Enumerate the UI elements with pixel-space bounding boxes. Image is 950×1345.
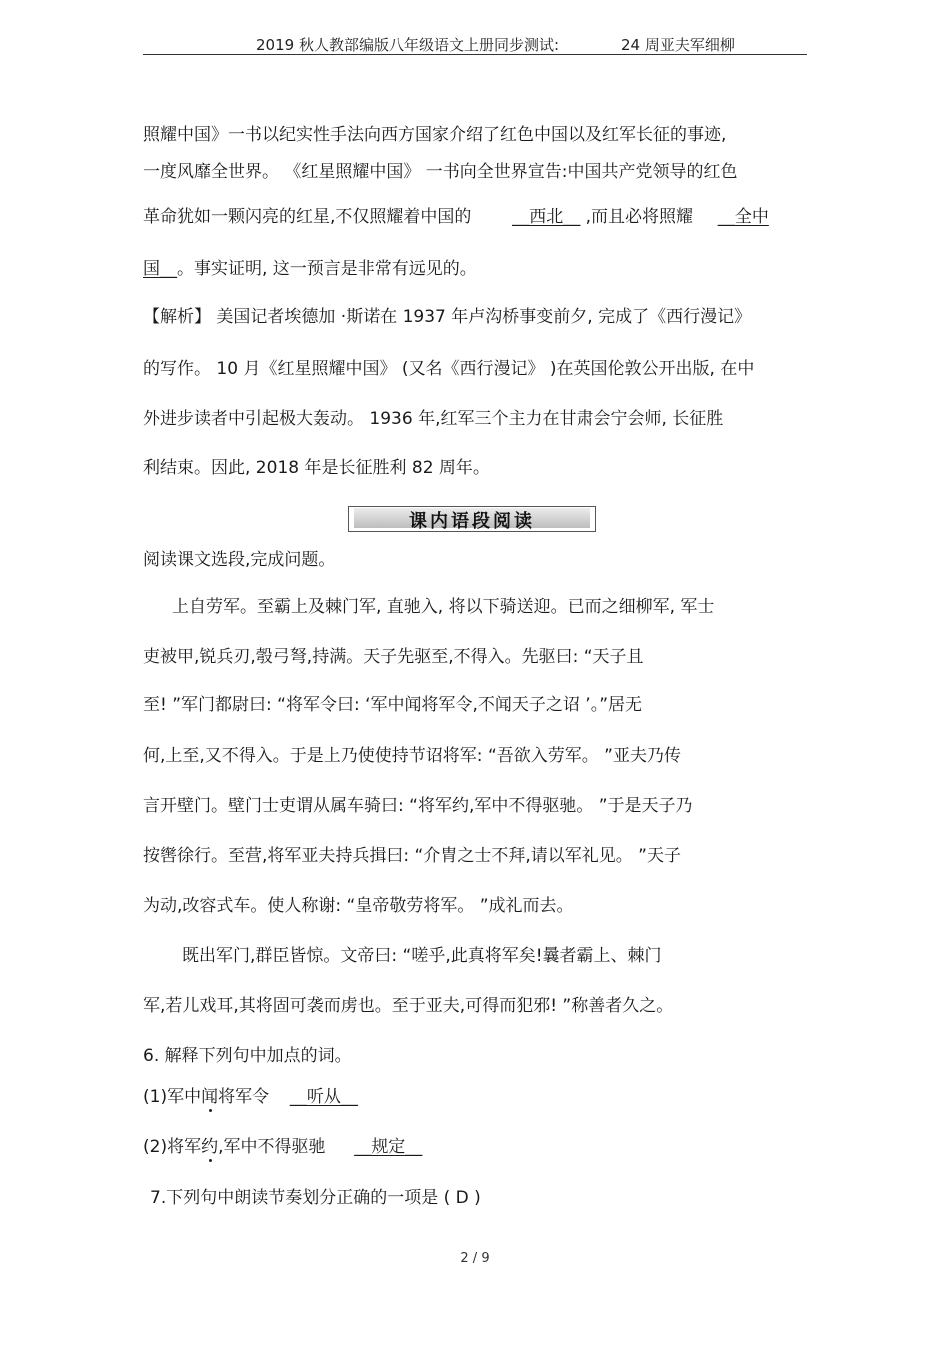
- passage-line-6: 按辔徐行。至营,将军亚夫持兵揖曰: “介胄之士不拜,请以军礼见。 ”天子: [143, 846, 681, 866]
- passage-line-1: 上自劳军。至霸上及棘门军, 直驰入, 将以下骑送迎。已而之细柳军, 军士: [172, 597, 715, 617]
- section-title: 课内语段阅读: [409, 511, 535, 532]
- question-6-1: [143, 1086, 358, 1108]
- page-number: 2 / 9: [460, 1251, 490, 1266]
- analysis-line-3: 外进步读者中引起极大轰动。 1936 年,红军三个主力在甘肃会宁会师, 长征胜: [143, 409, 724, 429]
- header-title: 2019 秋人教部编版八年级语文上册同步测试:: [256, 36, 559, 54]
- question-6: 6. 解释下列句中加点的词。: [143, 1046, 352, 1066]
- reading-intro: 阅读课文选段,完成问题。: [143, 550, 336, 570]
- passage-line-7: 为动,改容式车。使人称谢: “皇帝敬劳将军。 ”成礼而去。: [143, 896, 574, 916]
- q6-1-prefix: (1)军中: [143, 1087, 202, 1107]
- answer-line-3-text-b: ,而且必将照耀: [585, 207, 694, 227]
- passage-line-8: 既出军门,群臣皆惊。文帝曰: “嗟乎,此真将军矣!曩者霸上、棘门: [182, 946, 662, 966]
- q6-1-dotted-word: 闻: [201, 1087, 219, 1107]
- passage-line-4: 何,上至,又不得入。于是上乃使使持节诏将军: “吾欲入劳军。 ”亚夫乃传: [143, 746, 681, 766]
- answer-line-4: [143, 258, 477, 280]
- page-header: [143, 34, 807, 55]
- passage-line-9: 军,若儿戏耳,其将固可袭而虏也。至于亚夫,可得而犯邪! ”称善者久之。: [143, 996, 674, 1016]
- answer-blank-2a: __全中: [717, 207, 769, 227]
- passage-line-5: 言开壁门。壁门士吏谓从属车骑曰: “将军约,军中不得驱驰。 ”于是天子乃: [143, 796, 693, 816]
- answer-blank-2b: 国__: [143, 259, 177, 279]
- q6-2-prefix: (2)将军: [143, 1137, 202, 1157]
- section-title-banner: [348, 504, 596, 532]
- q6-2-suffix: ,军中不得驱驰: [218, 1137, 326, 1157]
- answer-blank-1: __西北__: [512, 207, 581, 227]
- q6-1-suffix: 将军令: [218, 1087, 270, 1107]
- passage-line-2: 吏被甲,锐兵刃,彀弓弩,持满。天子先驱至,不得入。先驱曰: “天子且: [143, 647, 644, 667]
- answer-line-4-text: 。事实证明, 这一预言是非常有远见的。: [177, 259, 477, 279]
- answer-line-2: 一度风靡全世界。 《红星照耀中国》 一书向全世界宣告:中国共产党领导的红色: [143, 162, 738, 182]
- answer-line-1: 照耀中国》一书以纪实性手法向西方国家介绍了红色中国以及红军长征的事迹,: [143, 125, 727, 145]
- header-chapter: 24 周亚夫军细柳: [621, 36, 735, 54]
- analysis-line-4: 利结束。因此, 2018 年是长征胜利 82 周年。: [143, 458, 490, 478]
- question-7: 7.下列句中朗读节奏划分正确的一项是 ( D ): [150, 1188, 481, 1208]
- q6-1-answer: __听从__: [289, 1087, 358, 1107]
- analysis-line-2: 的写作。 10 月《红星照耀中国》 (又名《西行漫记》 )在英国伦敦公开出版, 在中: [143, 359, 755, 379]
- analysis-line-1: 【解析】 美国记者埃德加 ·斯诺在 1937 年卢沟桥事变前夕, 完成了《西行漫记》: [143, 307, 752, 327]
- q6-2-answer: __规定__: [354, 1137, 423, 1157]
- answer-line-3: [143, 206, 769, 228]
- q6-2-dotted-word: 约: [201, 1137, 219, 1157]
- question-6-2: [143, 1136, 422, 1158]
- passage-line-3: 至! ”军门都尉曰: “将军令曰: ‘军中闻将军令,不闻天子之诏 ’。”居无: [143, 695, 643, 715]
- answer-line-3-text: 革命犹如一颗闪亮的红星,不仅照耀着中国的: [143, 207, 472, 227]
